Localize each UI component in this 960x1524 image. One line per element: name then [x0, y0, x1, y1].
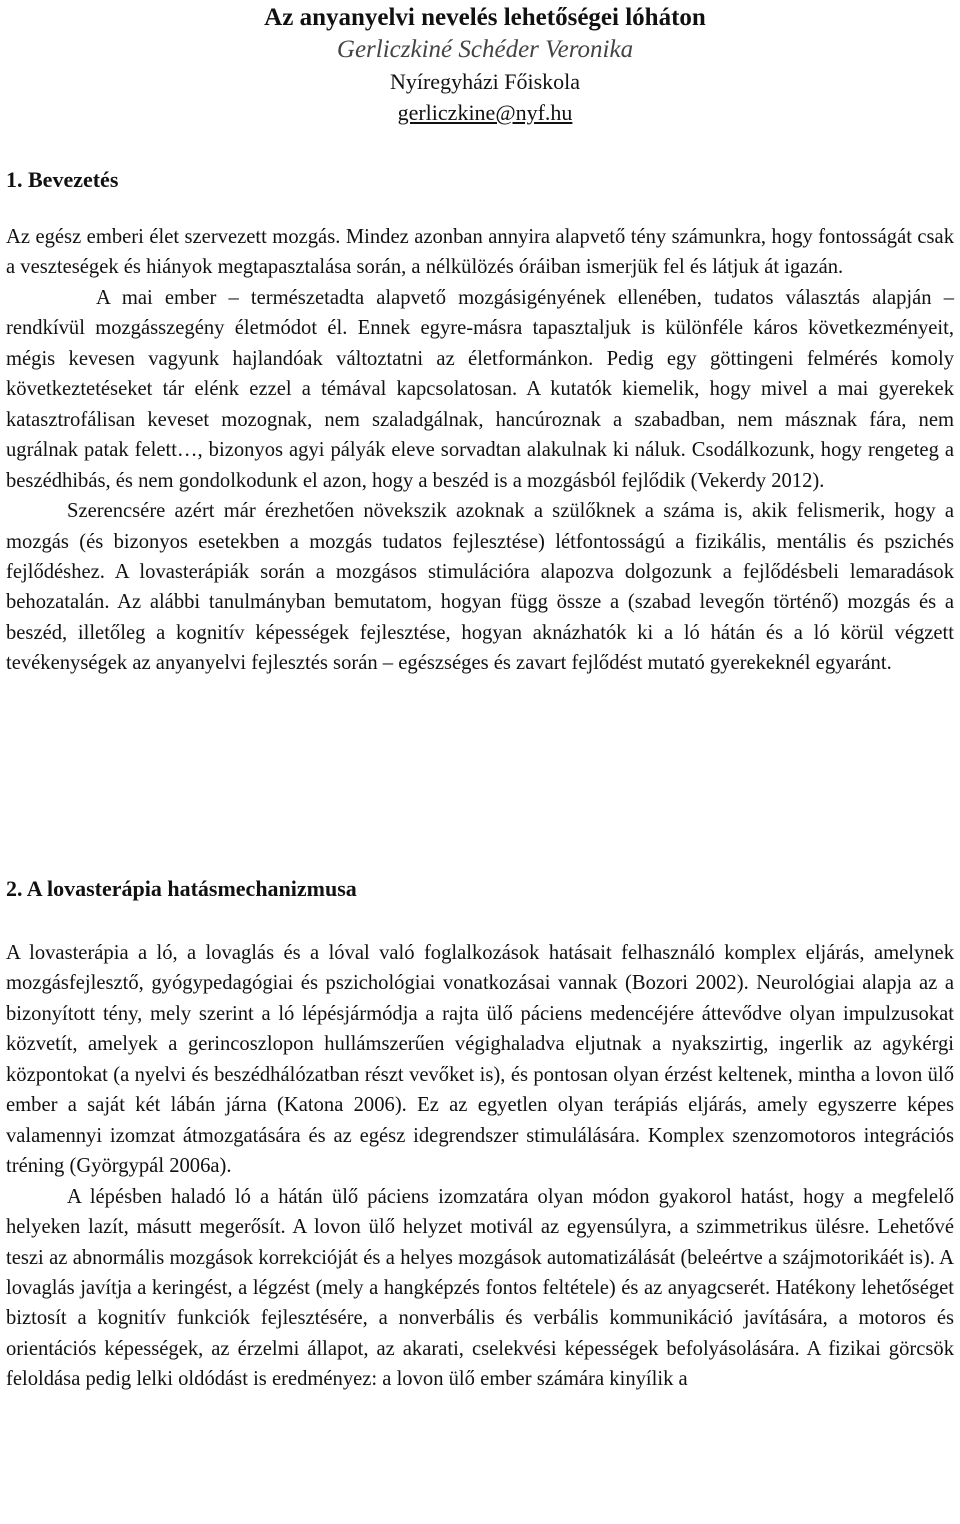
- paragraph: A lépésben haladó ló a hátán ülő páciens izomzatára olyan módon gyakorol hatást, hogy a megfelelő helyeken lazít, másutt megerősít. A lovon ülő helyzet motivál az egyensúlyra, a szimmetrikus ülésre. Lehetővé teszi az abnormális mozgások korrekcióját és a helyes mozgások automatizálását (beleértve a szájmotorikáét is). A lovaglás javítja a keringést, a légzést (mely a hangképzés fontos feltétele) és az anyagcserét. Hatékony lehetőséget biztosít a kognitív funkciók fejlesztésére, a nonverbális és verbális kommunikáció javítására, a motoros és orientációs képességek, az érzelmi állapot, az akarati, cselekvési képességek befolyásolására. A fizikai görcsök feloldása pedig lelki oldódást is eredményez: a lovon ülő ember számára kinyílik a: [6, 1185, 954, 1391]
- paragraph: A lovasterápia a ló, a lovaglás és a lóval való foglalkozások hatásait felhasználó komplex eljárás, amelynek mozgásfejlesztő, gyógypedagógiai és pszichológiai vonatkozásai vannak (Bozori 2002). Neurológiai alapja az a bizonyított tény, mely szerint a ló lépésjármódja a rajta ülő páciens medencéjére áttevődve olyan impulzusokat közvetít, amelyek a gerincoszlopon hullámszerűen végighaladva eljutnak a nyakszirtig, ingerlik az agykérgi központokat (a nyelvi és beszédhálózatban részt vevőket is), és pontosan olyan érzést keltenek, mintha a lovon ülő ember a saját két lábán járna (Katona 2006). Ez az egyetlen olyan terápiás eljárás, amely egyszerre képes valamennyi izomzat átmozgatására és az egész idegrendszer stimulálására. Komplex szenzomotoros integrációs tréning (Györgypál 2006a).: [6, 942, 954, 1178]
- paragraph: Az egész emberi élet szervezett mozgás. Mindez azonban annyira alapvető tény számunkra, hogy fontosságát csak a veszteségek és hiányok megtapasztalása során, a nélkülözés óráiban ismerjük fel és látjuk át igazán.: [6, 226, 954, 279]
- author-institution: Nyíregyházi Főiskola: [389, 69, 581, 94]
- paragraph: Szerencsére azért már érezhetően növekszik azoknak a szülőknek a száma is, akik felismerik, hogy a mozgás (és bizonyos esetekben a mozgás tudatos fejlesztése) létfontosságú a fizikális, mentális és pszichés fejlődéshez. A lovasterápiák során a mozgásos stimulációra alapozva dolgozunk a fejlődésbeli lemaradások behozatalán. Az alábbi tanulmányban bemutatom, hogyan függ össze a (szabad levegőn történő) mozgás és a beszéd, illetőleg a kognitív képességek fejlesztése, hogyan aknázhatók ki a ló hátán és a ló körül végzett tevékenységek az anyanyelvi fejlesztés során – egészséges és zavart fejlődést mutató gyerekeknél egyaránt.: [6, 500, 954, 675]
- section-heading-mechanism: 2. A lovasterápia hatásmechanizmusa: [6, 876, 357, 901]
- section-heading-introduction: 1. Bevezetés: [6, 167, 119, 192]
- author-name: Gerliczkiné Schéder Veronika: [336, 36, 634, 63]
- paragraph: A mai ember – természetadta alapvető mozgásigényének ellenében, tudatos választás alapján – rendkívül mozgásszegény életmódot él. Ennek egyre-másra tapasztaljuk is különféle káros következményeit, mégis kevesen vagyunk hajlandóak változtatni az életformánkon. Pedig egy göttingeni felmérés komoly következtetéseket tár elénk ezzel a témával kapcsolatosan. A kutatók kiemelik, hogy mivel a mai gyerekek katasztrofálisan keveset mozognak, nem szaladgálnak, hancúroznak a szabadban, nem másznak fára, nem ugrálnak patak felett…, bizonyos agyi pályák eleve sorvadtan alakulnak ki náluk. Csodálkozunk, hogy rengeteg a beszédhibás, és nem gondolkodunk el azon, hogy a beszéd is a mozgásból fejlődik (Vekerdy 2012).: [6, 286, 954, 492]
- paper-header: [195, 2, 775, 128]
- author-email-link[interactable]: gerliczkine@nyf.hu: [397, 100, 573, 125]
- section-mechanism-body: [6, 938, 954, 1395]
- section-introduction-body: [6, 222, 954, 679]
- paper-title: Az anyanyelvi nevelés lehetőségei lóháton: [264, 4, 706, 31]
